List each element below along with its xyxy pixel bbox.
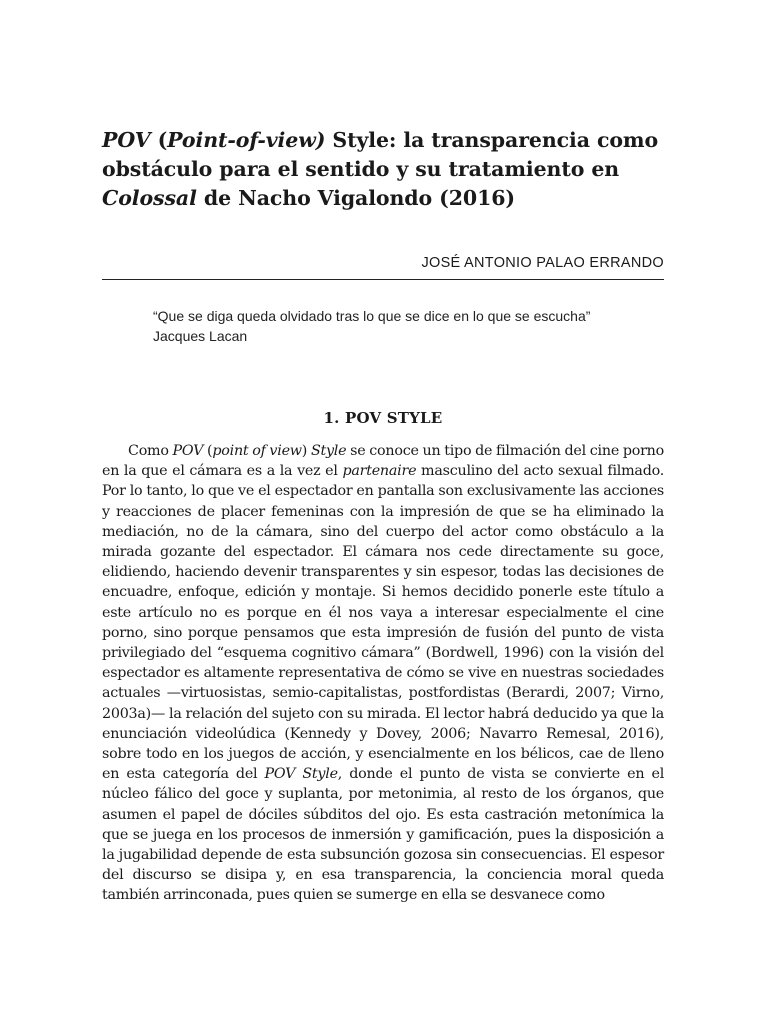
epigraph-attribution: Jacques Lacan xyxy=(153,328,248,344)
para-text: Como xyxy=(128,443,173,459)
title-paren-open: ( xyxy=(150,128,168,152)
author-name: JOSÉ ANTONIO PALAO ERRANDO xyxy=(102,253,664,280)
para-term-point-of-view: point of view xyxy=(212,443,302,459)
para-term-style: Style xyxy=(310,443,347,459)
para-text: ( xyxy=(203,443,213,459)
para-term-partenaire: partenaire xyxy=(342,463,417,480)
title-pov: POV xyxy=(102,128,151,152)
epigraph-quote: “Que se diga queda olvidado tras lo que se dice en lo que se escucha” xyxy=(153,308,591,324)
section-heading: 1. POV STYLE xyxy=(323,409,443,427)
para-text: masculino del acto sexual filmado. Por lo tanto, lo que ve el espectador en pantalla son exclusivamente las acciones y reacciones de placer femeninas con la impresión de que se ha eliminado la mediación, no de la cámara, sino del cuerpo del actor como obstáculo a la mirada gozante del espectador. El cámara nos cede directamente su goce, elidiendo, haciendo devenir transparentes y sin espesor, todas las decisiones de encuadre, enfoque, edición y montaje. Si hemos decidido ponerle este título a este artículo no es porque en él nos vaya a interesar especialmente el cine porno, sino porque pensamos que esta impresión de fusión del punto de vista privilegiado del “esquema cognitivo cámara” (Bordwell, 1996) con la visión del espectador es altamente representativa de cómo se vive en nuestras sociedades actuales —virtuosistas, semio-capitalistas, postfordistas (Berardi, 2007; Virno, 2003a)— la relación del sujeto con su mirada. El lector habrá deducido ya que la enunciación videolúdica (Kennedy y Dovey, 2006; Navarro Remesal, 2016), sobre todo en los juegos de acción, y esencialmente en los bélicos, cae de lleno en esta categoría del xyxy=(102,463,664,783)
article-title xyxy=(102,126,664,213)
title-end: de Nacho Vigalondo (2016) xyxy=(196,186,515,210)
body-paragraph xyxy=(102,441,664,906)
para-text: se conoce un tipo de filmación del cine porno en la que el cámara es a la vez el xyxy=(102,443,665,480)
title-main: Style: la transparencia como obstáculo para el sentido y su tratamiento en xyxy=(102,128,659,181)
para-term-pov-style: POV Style xyxy=(264,766,338,783)
article-page xyxy=(102,126,664,920)
title-point-of-view: Point-of-view) xyxy=(167,128,326,152)
para-term-pov: POV xyxy=(172,443,204,459)
para-text: , donde el punto de vista se convierte en el núcleo fálico del goce y suplanta, por metonimia, al resto de los órganos, que asumen el papel de dóciles súbditos del ojo. Es esta castración metonímica la que se juega en los procesos de inmersión y gamificación, pues la disposición a la jugabilidad depende de esta subsunción gozosa sin consecuencias. El espesor del discurso se disipa y, en esa transparencia, la conciencia moral queda también arrinconada, pues quien se sumerge en ella se desvanece como xyxy=(102,766,665,904)
epigraph xyxy=(153,306,664,346)
title-colossal: Colossal xyxy=(102,186,197,210)
para-text: ) xyxy=(301,443,311,459)
